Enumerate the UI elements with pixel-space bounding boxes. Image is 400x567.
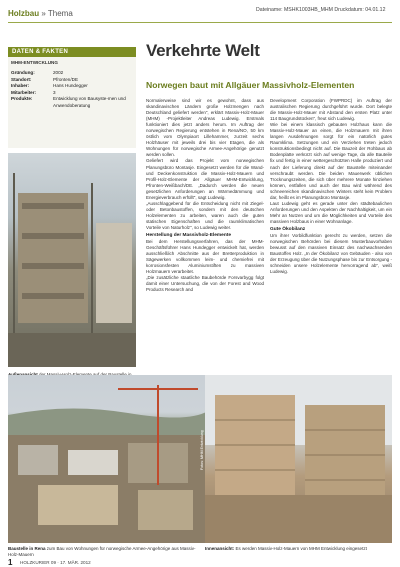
section-label: Holzbau » Thema: [8, 9, 73, 18]
fact-row: Mitarbeiter: 3: [11, 89, 56, 95]
facts-box-subtitle: MHM-ENTWICKLUNG: [11, 60, 58, 65]
paragraph: Laut Ludewig geht es gerade unter den städtebaulichen Anforderungen und den Aspekten der Nachhaltigkeit, um ein Mehr an Nutzen und um die Möglichkeiten und Vorteile des massiven Holzbaus in einer Wohnanlage.: [270, 200, 392, 224]
caption-construction-site: Baustelle in Rena zum Bau von Wohnungen für norwegische Armee-Angehörige aus Massiv-Holz-Mauern: [8, 546, 196, 557]
paragraph: Bei dem Herstellungsverfahren, das der MHM-Geschäftsführer Hans Hundegger entwickelt hat, werden ausschließlich Abschnitte aus der Bretterproduktion in Sägewerken vollkommen leim- und chemiefrei mit korrosionsfesten Aluminiumstiften zu massiven Holzmauern verarbeitet.: [146, 239, 264, 275]
caption-interior: Innenansicht: Es werden Massiv-Holz-Mauern von MHM Entwicklung eingesetzt: [205, 546, 367, 551]
photo-construction-site: [8, 375, 208, 543]
paragraph: Normalerweise sind wir es gewohnt, dass aus skandinavischen Ländern große Holzmengen nach Deutschland geliefert werden", erklärt Massiv-Holz-Mauer (MHM) -Projektleiter Andreas Ludewig. Erstmals funktioniert dies jetzt anders herum. Im Auftrag der norwegischen Regierung entstehen in Rena/NO, 50 km östlich vom Olympiaort Lillehammer, zurzeit sechs Holzhäuser mit jeweils drei bis vier Etagen, die als Wohnungen für norwegische Armee-Angehörige genutzt werden sollen.: [146, 98, 264, 158]
article-column-2: [270, 98, 392, 275]
article-title: Verkehrte Welt: [146, 41, 260, 60]
section-heading: Herstellung der Massivholz-Elemente: [146, 233, 232, 239]
paragraph: Development Corporation (FWPRDC) im Auftrag der australischen Regierung durchgeführt wurde. Dort belegte die Massiv-Holz-Mauer mit Abstand den ersten Platz unter 114 Baugrundstücken", freut sich Ludewig.: [270, 98, 392, 122]
photo-exterior: [8, 153, 136, 367]
photo-interior: [205, 375, 392, 543]
footer-text: HOLZKURIER 09 · 17. MÄR. 2012: [20, 560, 91, 565]
article-subtitle: Norwegen baut mit Allgäuer Massivholz-Elementen: [146, 80, 355, 90]
paragraph: Wie bei einem klassisch gebauten Holzhaus kann die Massiv-Holz-Mauer an einen, die Holzmauern mit ihren langen Ausdehnungen sorgt für ein natürlich gutes Raumklima. Setzungen und ein Verziehen treten jedoch konstruktionsbedingt nicht auf. Die Bauzeit der Rohbaus ab Bodenplatte verkürzt sich auf wenige Tage, da alle Bauteile fix und fertig in einer wettergeschützten Halle produziert und nach der Lieferung direkt auf der Baustelle miteinander verschraubt werden. Die beiden Mauerwerk üblichen Trocknungszeiten, die sich über mehrere Monate hinziehen können, entfallen und auch der Bau wird während des schneereichen skandinavischen Winters steht kein Problem dar, heißt es im Planungsbüro Montasje.: [270, 122, 392, 200]
article-column-1: [146, 98, 264, 294]
page-number: 1: [8, 558, 13, 567]
section-heading: Gute Ökobilanz: [270, 226, 306, 232]
fact-row: Inhaber: Hans Hundegger: [11, 83, 88, 89]
fact-row: Produkte: Entwicklung von Bausyste-men und Anwendoberatung: [11, 96, 126, 108]
paragraph: „Die zusätzliche staatliche Baubehörde Forsvarbygg folgt damit einer Untersuchung, die von der Forest and Wood Products Research and: [146, 275, 264, 293]
paragraph: Um ihrer Vorbildfunktion gerecht zu werden, setzen die norwegischen Behörden bei diesem Musterbauvorhaben bewusst auf den massiven Einsatz des nachwachsenden Baustoffes Holz. „In der Ökobilanz von Gebäuden - also von der Erzeugung über die Nutzungsphase bis zur Entsorgung - schneiden unsere Holzelemente hervorragend ab", weiß Ludewig.: [270, 233, 392, 275]
facts-box-header: [8, 47, 136, 57]
header-rule: [8, 22, 392, 23]
paragraph: „Ausschlaggebend für die Entscheidung nicht mit Ziegel- oder Betonbaustoffen, sondern mit den deutschen Holzelementen zu arbeiten, waren auch die guten statischen Eigenschaften und die raumklimatischen Vorteile von Naturholz", so Ludewig weiter.: [146, 200, 264, 230]
fact-row: Gründung: 2002: [11, 70, 64, 75]
facts-box-title: DATEN & FAKTEN: [12, 48, 69, 55]
paragraph: Geliefert wird das Projekt vom norwegischen Planungsbüro Montasje. Eingesetzt werden für die Wand- und Deckenkonstruktion die Massiv-Holz-Mauern und Profil-Holz-Elemente der Allgäuer MHM-Entwicklung, Pfronten-Weißbach/DE. „Dadurch werden die neuen gesetzlichen Anforderungen an Wärmedämmung und Energieverbrauch erfüllt", sagt Ludewig.: [146, 158, 264, 200]
fact-row: Standort: Pfronten/DE: [11, 76, 79, 82]
photo-credit: Fotos: MHM Entwicklung: [200, 430, 204, 470]
facts-list: [11, 70, 135, 110]
print-meta: Dateiname: MSHK1003HB_MHM Druckdatum: 04.01.12: [256, 7, 386, 13]
